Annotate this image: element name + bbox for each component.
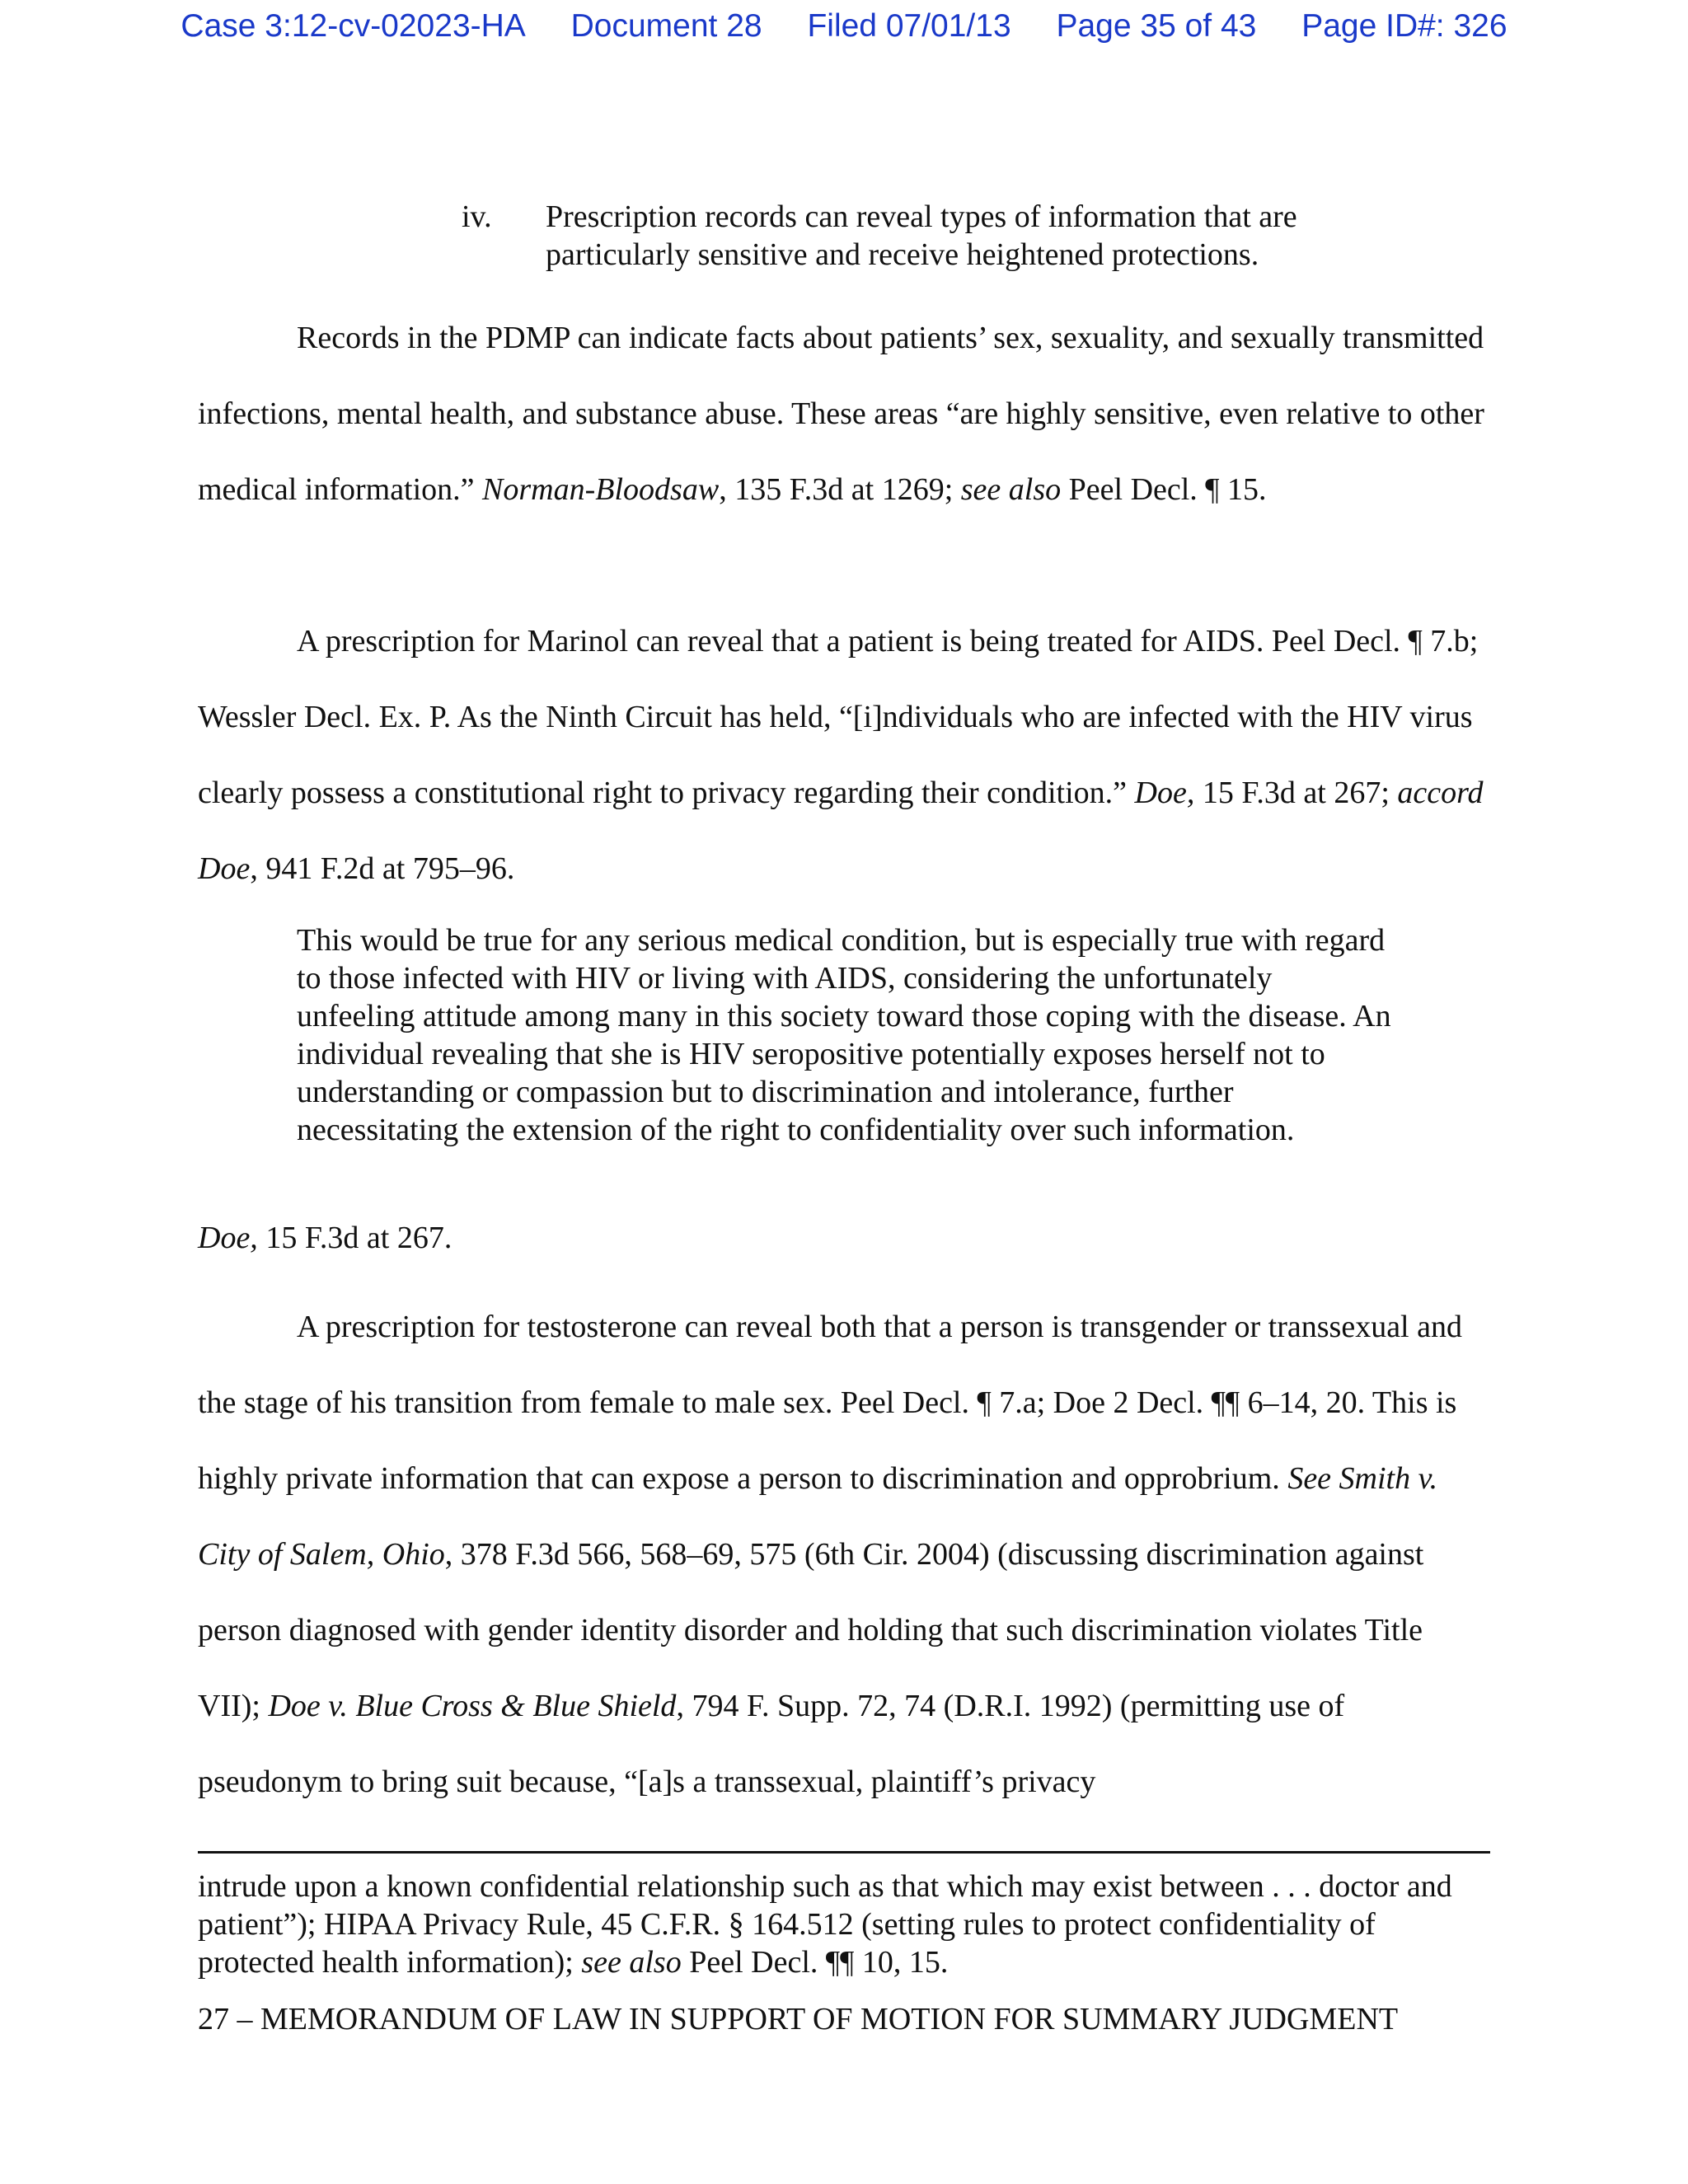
signal-word: accord Doe [198, 776, 1484, 886]
signal-word: see also [960, 472, 1062, 507]
case-citation: Norman-Bloodsaw [482, 472, 720, 507]
case-citation: Doe v. Blue Cross & Blue Shield [268, 1689, 677, 1723]
case-citation: Doe, [1134, 776, 1195, 810]
paragraph-pdmp [198, 300, 1492, 527]
case-citation: See Smith v. City of Salem, Ohio [198, 1461, 1438, 1572]
footnote-divider [198, 1851, 1490, 1854]
text-run: , 378 F.3d 566, 568–69, 575 (6th Cir. 2004) (discussing discrimination against person diagnosed with gender identity disorder and holding that such discrimination violates Title VII); [198, 1537, 1424, 1723]
paragraph [198, 300, 1492, 527]
quote-citation [198, 1220, 452, 1256]
footnote [198, 1868, 1492, 1981]
text-run: 15 F.3d at 267; [1194, 776, 1398, 810]
header-document: Document 28 [570, 8, 762, 44]
section-number: iv. [462, 199, 492, 234]
text-run: , 794 F. Supp. 72, 74 (D.R.I. 1992) (permitting use of pseudonym to bring suit because, “[a]s a transsexual, plaintiff’s privacy [198, 1689, 1345, 1799]
paragraph [198, 1289, 1492, 1820]
text-run: Peel Decl. ¶¶ 10, 15. [681, 1945, 949, 1980]
paragraph [198, 603, 1492, 907]
text-run: 15 F.3d at 267. [257, 1221, 452, 1255]
header-case-number: Case 3:12-cv-02023-HA [181, 8, 526, 44]
signal-word: see also [581, 1945, 682, 1980]
text-run: A prescription for Marinol can reveal that a patient is being treated for AIDS. Peel Decl. ¶ 7.b; Wessler Decl. Ex. P. As the Ninth Circuit has held, “[i]ndividuals who are infected with the HIV virus clearly possess a constitutional right to privacy regarding their condition.” [198, 624, 1479, 810]
paragraph-marinol [198, 603, 1492, 907]
text-run: Peel Decl. ¶ 15. [1061, 472, 1267, 507]
header-filed-date: Filed 07/01/13 [807, 8, 1011, 44]
text-run: intrude upon a known confidential relationship such as that which may exist between . . . doctor and patient”); HIPAA Privacy Rule, 45 C.F.R. § 164.512 (setting rules to protect confidentiality of protected health information); [198, 1869, 1452, 1980]
header-page-id: Page ID#: 326 [1301, 8, 1507, 44]
section-heading-text: Prescription records can reveal types of information that are particularly sensitive and receive heightened protections. [546, 199, 1297, 272]
block-quote: This would be true for any serious medical condition, but is especially true with regard to those infected with HIV or living with AIDS, considering the unfortunately unfeeling attitude among many in this society toward those coping with the disease. An individual revealing that she is HIV seropositive potentially exposes herself not to understanding or compassion but to discrimination and intolerance, further necessitating the extension of the right to confidentiality over such information. [297, 923, 1391, 1147]
text-run: A prescription for testosterone can reveal both that a person is transgender or transsexual and the stage of his transition from female to male sex. Peel Decl. ¶ 7.a; Doe 2 Decl. ¶¶ 6–14, 20. This is highly private information that can expose a person to discrimination and opprobrium. [198, 1310, 1462, 1496]
text-run: , 941 F.2d at 795–96. [250, 851, 515, 886]
page-footer: 27 – MEMORANDUM OF LAW IN SUPPORT OF MOTION FOR SUMMARY JUDGMENT [198, 2002, 1399, 2036]
paragraph-testosterone [198, 1289, 1492, 1820]
header-page: Page 35 of 43 [1056, 8, 1257, 44]
text-run: , 135 F.3d at 1269; [719, 472, 961, 507]
text-run: Records in the PDMP can indicate facts about patients’ sex, sexuality, and sexually transmitted infections, mental health, and substance abuse. These areas “are highly sensitive, even relative to other medical information.” [198, 321, 1484, 507]
case-citation: Doe, [198, 1221, 258, 1255]
ecf-header [0, 8, 1688, 45]
